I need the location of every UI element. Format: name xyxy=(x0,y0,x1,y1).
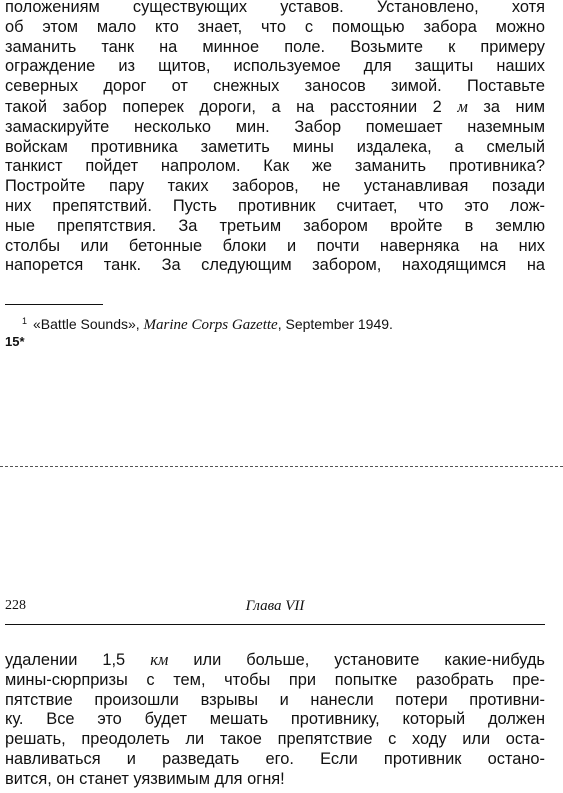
running-head xyxy=(5,598,545,620)
page-number: 228 xyxy=(5,598,26,613)
text-line xyxy=(5,650,545,671)
text-line: танкист пойдет напролом. Как же заманить противника? xyxy=(5,157,545,176)
text-line: замаскируйте несколько мин. Забор помешает наземным xyxy=(5,117,545,136)
text-line: ные препятствия. За третьим забором вройте в землю xyxy=(5,216,545,235)
unit-meter: м xyxy=(457,96,468,116)
footnote-rule xyxy=(5,304,103,305)
text-line xyxy=(5,97,545,118)
text-line: навливаться и разведать его. Если противник остано- xyxy=(5,749,545,768)
footnote-date: , September 1949. xyxy=(277,316,393,332)
text-line: войскам противника заметить мины издалека, а смелый xyxy=(5,137,545,156)
text-line: решать, преодолеть ли такое препятствие с ходу или оста- xyxy=(5,730,545,749)
signature-mark: 15* xyxy=(5,334,25,349)
footnote-marker: 1 xyxy=(22,316,28,326)
chapter-title: Глава VII xyxy=(245,598,305,614)
text-fragment: удалении 1,5 xyxy=(5,651,126,669)
text-line: них препятствий. Пусть противник считает, что это лож- xyxy=(5,196,545,215)
text-line: ку. Все это будет мешать противнику, который должен xyxy=(5,710,545,729)
page-break-divider xyxy=(0,466,563,467)
text-fragment: или больше, установите какие-нибудь xyxy=(193,651,545,669)
text-line: пятствие произошли взрывы и нанесли потери противни- xyxy=(5,690,545,709)
text-line: положениям существующих уставов. Установлено, хотя xyxy=(5,0,545,16)
page-bottom-text xyxy=(5,650,545,790)
text-line: мины-сюрпризы с тем, чтобы при попытке разобрать пре- xyxy=(5,670,545,689)
text-line: северных дорог от снежных заносов зимой. Поставьте xyxy=(5,77,545,96)
text-line: столбы или бетонные блоки и почти наверняка на них xyxy=(5,236,545,255)
unit-kilometer: км xyxy=(150,650,169,669)
header-rule xyxy=(5,624,545,625)
text-line: ограждение из щитов, используемое для защиты наших xyxy=(5,57,545,76)
text-line: заманить танк на минное поле. Возьмите к примеру xyxy=(5,37,545,56)
text-line: вится, он станет уязвимым для огня! xyxy=(5,769,285,788)
text-fragment: такой забор поперек дороги, а на расстоянии 2 xyxy=(5,97,442,116)
footnote-journal: Marine Corps Gazette xyxy=(143,317,278,333)
text-fragment: за ним xyxy=(483,97,545,116)
text-line: об этом мало кто знает, что с помощью забора можно xyxy=(5,17,545,36)
footnote xyxy=(22,312,393,334)
text-line: Постройте пару таких заборов, не устанавливая позади xyxy=(5,177,545,196)
page-top-text xyxy=(5,0,545,276)
footnote-source: «Battle Sounds», xyxy=(33,316,140,332)
text-line: напорется танк. За следующим забором, находящимся на xyxy=(5,256,545,275)
